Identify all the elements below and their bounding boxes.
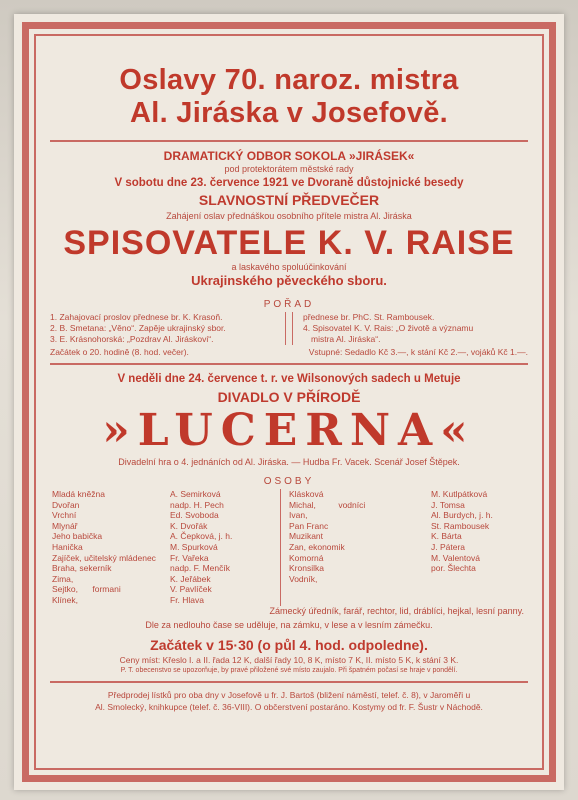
cast-role: Zajíček, učitelský mládenec <box>52 552 156 563</box>
divider <box>50 363 528 365</box>
prices: Ceny míst: Křeslo I. a II. řada 12 K, další řady 10, 8 K, místo 7 K, II. místo 5 K, k stání 3 K. <box>119 654 459 665</box>
cast-actor: M. Spurková <box>170 541 218 552</box>
cast-actor: J. Pátera <box>431 541 466 552</box>
divider <box>50 681 528 683</box>
cast-actor: M. Kutlpátková <box>431 489 488 499</box>
cast-role: Zima, <box>52 573 74 584</box>
program <box>50 312 528 345</box>
cast-role: Vrchní <box>52 510 77 521</box>
divider <box>50 140 528 142</box>
program-right <box>303 312 528 345</box>
cast-role: Mladá kněžna <box>52 489 105 499</box>
program-item: přednese br. PhC. St. Rambousek. <box>303 312 435 322</box>
presale-line-2: Al. Smolecký, knihkupce (telef. č. 36-VIII). O občerstvení postaráno. Kostymy od fr. F. Šustr v Náchodě. <box>95 701 483 712</box>
sunday-line: V neděli dne 24. července t. r. ve Wilsonových sadech u Metuje <box>117 373 461 385</box>
cast-role: Hanička <box>52 541 83 552</box>
organizer: DRAMATICKÝ ODBOR SOKOLA »JIRÁSEK« <box>163 149 415 163</box>
speaker-title: SPISOVATELE K. V. RAISE <box>63 224 515 262</box>
cast-role: Muzikant <box>289 531 324 542</box>
program-item: 4. Spisovatel K. V. Rais: „O životě a významu <box>303 323 474 333</box>
cast-actor: K. Bárta <box>431 531 462 542</box>
program-title: POŘAD <box>263 299 315 310</box>
program-divider <box>285 312 293 345</box>
program-admission: Vstupné: Sedadlo Kč 3.—, k stání Kč 2.—, vojáků Kč 1.—. <box>308 347 528 357</box>
cast-role-group <box>289 500 419 511</box>
prices-note: P. T. obecenstvo se upozorňuje, by pravé přiložené své místo zaujalo. Při špatném počasí se hraje v pondělí. <box>120 666 458 674</box>
play-title: »LUCERNA« <box>102 405 476 456</box>
poster-content <box>44 42 534 762</box>
cast-actor: Ed. Svoboda <box>170 510 219 521</box>
presale-line-1: Předprodej lístků pro oba dny v Josefově u fr. J. Bartoš (bližení náměstí, telef. č. 8), v Jaroměři u <box>107 689 471 700</box>
cast-role: Braha, sekerník <box>52 563 112 574</box>
choir-line: Ukrajinského pěveckého sboru. <box>191 273 387 288</box>
cast-role: Klínek, <box>52 594 78 605</box>
cast-extras: Zámecký úředník, farář, rechtor, lid, dráblíci, hejkal, lesní panny. <box>269 605 524 616</box>
cast-role: Zan, ekonomik <box>289 541 345 552</box>
cast-actors-right <box>419 489 526 606</box>
cast-roles-right <box>280 489 419 606</box>
cast-actors-left <box>164 489 280 606</box>
cast-role: Komorná <box>289 552 324 563</box>
cast-group-label: formani <box>92 584 121 595</box>
eve-title: SLAVNOSTNÍ PŘEDVEČER <box>198 192 380 208</box>
cast-actor: St. Rambousek <box>431 520 490 531</box>
start-time: Začátek v 15·30 (o půl 4. hod. odpoledne). <box>150 636 428 653</box>
cast-role: Vodník, <box>289 573 318 584</box>
cast-title: OSOBY <box>263 476 315 487</box>
program-item: mistra Al. Jiráska“. <box>311 334 381 344</box>
cast-role: Jeho babička <box>52 531 103 542</box>
cast-actor: J. Tomsa <box>431 499 465 510</box>
cast-actor: A. Semirková <box>170 489 221 499</box>
poster <box>14 14 564 790</box>
cast-roles-left <box>52 489 164 606</box>
cast-actor: nadp. H. Pech <box>170 499 224 510</box>
cast-list <box>52 489 526 606</box>
cast-actor: M. Valentová <box>431 552 480 563</box>
cast-actor: K. Jeřábek <box>170 573 211 584</box>
cast-actor: Fr. Vařeka <box>170 552 209 563</box>
cast-role: Pan Franc <box>289 520 329 531</box>
cast-actor: Fr. Hlava <box>170 594 205 605</box>
program-left <box>50 312 275 345</box>
cast-role-group <box>52 584 164 595</box>
cast-role: Sejtko, <box>52 584 78 595</box>
cast-role: Klásková <box>289 489 324 499</box>
program-item: 1. Zahajovací proslov přednese br. K. Krasoň. <box>50 312 223 322</box>
patronage: pod protektorátem městské rady <box>224 164 354 174</box>
program-item: 3. E. Krásnohorská: „Pozdrav Al. Jiráskovi“. <box>50 334 214 344</box>
cast-actor: Al. Burdych, j. h. <box>431 510 493 521</box>
cast-role: Dvořan <box>52 499 80 510</box>
cast-role: Mlynář <box>52 520 78 531</box>
program-start: Začátek o 20. hodině (8. hod. večer). <box>50 347 189 357</box>
cast-actor: A. Čepková, j. h. <box>170 531 233 542</box>
cast-actor: nadp. F. Menčík <box>170 563 231 574</box>
cast-actor: por. Šlechta <box>431 563 476 574</box>
headline-line-2: Al. Jiráska v Josefově. <box>129 97 449 129</box>
rain-note: Dle za nedlouho čase se uděluje, na zámku, v lese a v lesním zámečku. <box>145 619 433 630</box>
play-subtitle: Divadelní hra o 4. jednáních od Al. Jiráska. — Hudba Fr. Vacek. Scenář Josef Štěpek. <box>118 457 460 467</box>
cast-actor: V. Pavlíček <box>170 584 212 595</box>
headline-line-1: Oslavy 70. naroz. mistra <box>119 64 459 96</box>
theatre-title: DIVADLO V PŘÍRODĚ <box>217 389 361 405</box>
cast-actor: K. Dvořák <box>170 520 208 531</box>
cooperation-line: a laskavého spoluúčinkování <box>231 262 347 272</box>
program-item: 2. B. Smetana: „Věno“. Zapěje ukrajinský sbor. <box>50 323 226 333</box>
opening-line: Zahájení oslav přednáškou osobního přítele mistra Al. Jiráska <box>166 211 412 221</box>
program-footer <box>50 347 528 358</box>
cast-role: Kronsilka <box>289 563 324 574</box>
cast-role: Ivan, <box>289 510 308 521</box>
cast-role: Michal, <box>289 499 316 510</box>
saturday-line: V sobotu dne 23. července 1921 ve Dvoraně důstojnické besedy <box>114 177 464 189</box>
cast-group-label: vodníci <box>338 499 366 510</box>
